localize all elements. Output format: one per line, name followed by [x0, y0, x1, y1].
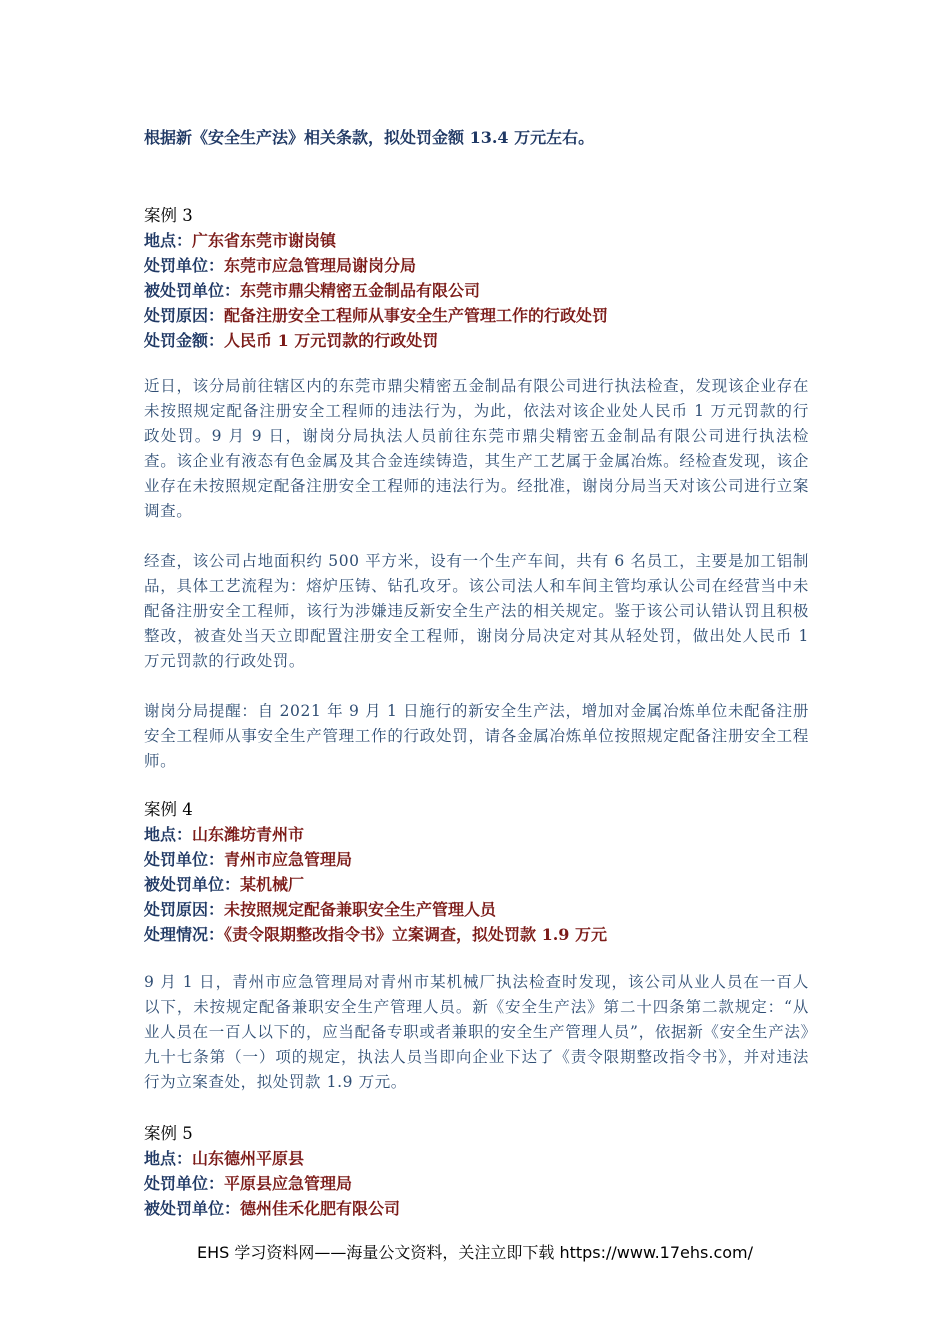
field-value: 人民币 1 万元罚款的行政处罚 — [224, 331, 439, 350]
case3-paragraph-2: 经查，该公司占地面积约 500 平方米，设有一个生产车间，共有 6 名员工，主要是加工铝制品，具体工艺流程为：熔炉压铸、钻孔攻牙。该公司法人和车间主管均承认公司在经营当中未配备注册安全工程师，该行为涉嫌违反新安全生产法的相关规定。鉴于该公司认错认罚且积极整改，被查处当天立即配置注册安全工程师，谢岗分局决定对其从轻处罚，做出处人民币 1 万元罚款的行政处罚。 — [144, 552, 809, 670]
field-label: 处罚金额： — [144, 331, 225, 350]
intro-line: 根据新《安全生产法》相关条款，拟处罚金额 13.4 万元左右。 — [144, 128, 595, 147]
case4-field-reason — [144, 897, 809, 922]
field-value: 某机械厂 — [240, 875, 305, 894]
case3-field-amount — [144, 328, 809, 353]
case4-title: 案例 4 — [144, 800, 193, 819]
case4-field-penalized-unit — [144, 872, 809, 897]
case5-title: 案例 5 — [144, 1124, 193, 1143]
field-value: 平原县应急管理局 — [224, 1174, 353, 1193]
case3-field-penalizing-unit — [144, 253, 809, 278]
footer-link-text[interactable]: EHS 学习资料网——海量公文资料，关注立即下载 https://www.17ehs.com/ — [196, 1243, 754, 1262]
case4-paragraph-1: 9 月 1 日，青州市应急管理局对青州市某机械厂执法检查时发现，该公司从业人员在一百人以下，未按规定配备兼职安全生产管理人员。新《安全生产法》第二十四条第二款规定：“从业人员在一百人以下的，应当配备专职或者兼职的安全生产管理人员”，依据新《安全生产法》九十七条第（一）项的规定，执法人员当即向企业下达了《责令限期整改指令书》，并对违法行为立案查处，拟处罚款 1.9 万元。 — [144, 973, 809, 1091]
field-label: 被处罚单位： — [144, 875, 241, 894]
case3-field-penalized-unit — [144, 278, 809, 303]
case3-paragraph-1-block — [144, 374, 809, 524]
case4-field-penalizing-unit — [144, 847, 809, 872]
intro-block — [144, 125, 809, 150]
field-label: 处罚单位： — [144, 256, 225, 275]
case5-field-penalized-unit — [144, 1196, 809, 1221]
field-label: 地点： — [144, 231, 193, 250]
case4-paragraph-1-block — [144, 970, 809, 1095]
field-label: 处罚原因： — [144, 306, 225, 325]
field-value: 东莞市应急管理局谢岗分局 — [224, 256, 417, 275]
field-label: 处理情况： — [144, 925, 225, 944]
field-label: 被处罚单位： — [144, 281, 241, 300]
field-value: 德州佳禾化肥有限公司 — [240, 1199, 401, 1218]
field-value: 青州市应急管理局 — [224, 850, 353, 869]
case4-header — [144, 797, 809, 947]
field-value: 未按照规定配备兼职安全生产管理人员 — [224, 900, 497, 919]
field-label: 被处罚单位： — [144, 1199, 241, 1218]
case3-paragraph-3-block — [144, 699, 809, 774]
case3-field-reason — [144, 303, 809, 328]
case3-paragraph-3: 谢岗分局提醒：自 2021 年 9 月 1 日施行的新安全生产法，增加对金属冶炼单位未配备注册安全工程师从事安全生产管理工作的行政处罚，请各金属冶炼单位按照规定配备注册安全工程师。 — [144, 702, 809, 770]
field-value: 广东省东莞市谢岗镇 — [192, 231, 337, 250]
case5-header — [144, 1121, 809, 1221]
field-value: 山东潍坊青州市 — [192, 825, 305, 844]
case3-field-location — [144, 228, 809, 253]
case5-field-penalizing-unit — [144, 1171, 809, 1196]
case4-field-location — [144, 822, 809, 847]
case3-header — [144, 203, 809, 353]
case3-paragraph-1: 近日，该分局前往辖区内的东莞市鼎尖精密五金制品有限公司进行执法检查，发现该企业存在未按照规定配备注册安全工程师的违法行为，为此，依法对该企业处人民币 1 万元罚款的行政处罚。9 月 9 日，谢岗分局执法人员前往东莞市鼎尖精密五金制品有限公司进行执法检查。该企业有液态有色金属及其合金连续铸造，其生产工艺属于金属冶炼。经检查发现，该企业存在未按照规定配备注册安全工程师的违法行为。经批准，谢岗分局当天对该公司进行立案调查。 — [144, 377, 809, 520]
case5-field-location — [144, 1146, 809, 1171]
field-value: 配备注册安全工程师从事安全生产管理工作的行政处罚 — [224, 306, 609, 325]
case3-paragraph-2-block — [144, 549, 809, 674]
field-label: 处罚单位： — [144, 1174, 225, 1193]
field-value: 《责令限期整改指令书》立案调查，拟处罚款 1.9 万元 — [224, 925, 607, 944]
field-label: 处罚原因： — [144, 900, 225, 919]
field-value: 山东德州平原县 — [192, 1149, 305, 1168]
case4-field-handling — [144, 922, 809, 947]
field-value: 东莞市鼎尖精密五金制品有限公司 — [240, 281, 481, 300]
field-label: 地点： — [144, 825, 193, 844]
case3-title: 案例 3 — [144, 206, 193, 225]
field-label: 地点： — [144, 1149, 193, 1168]
field-label: 处罚单位： — [144, 850, 225, 869]
